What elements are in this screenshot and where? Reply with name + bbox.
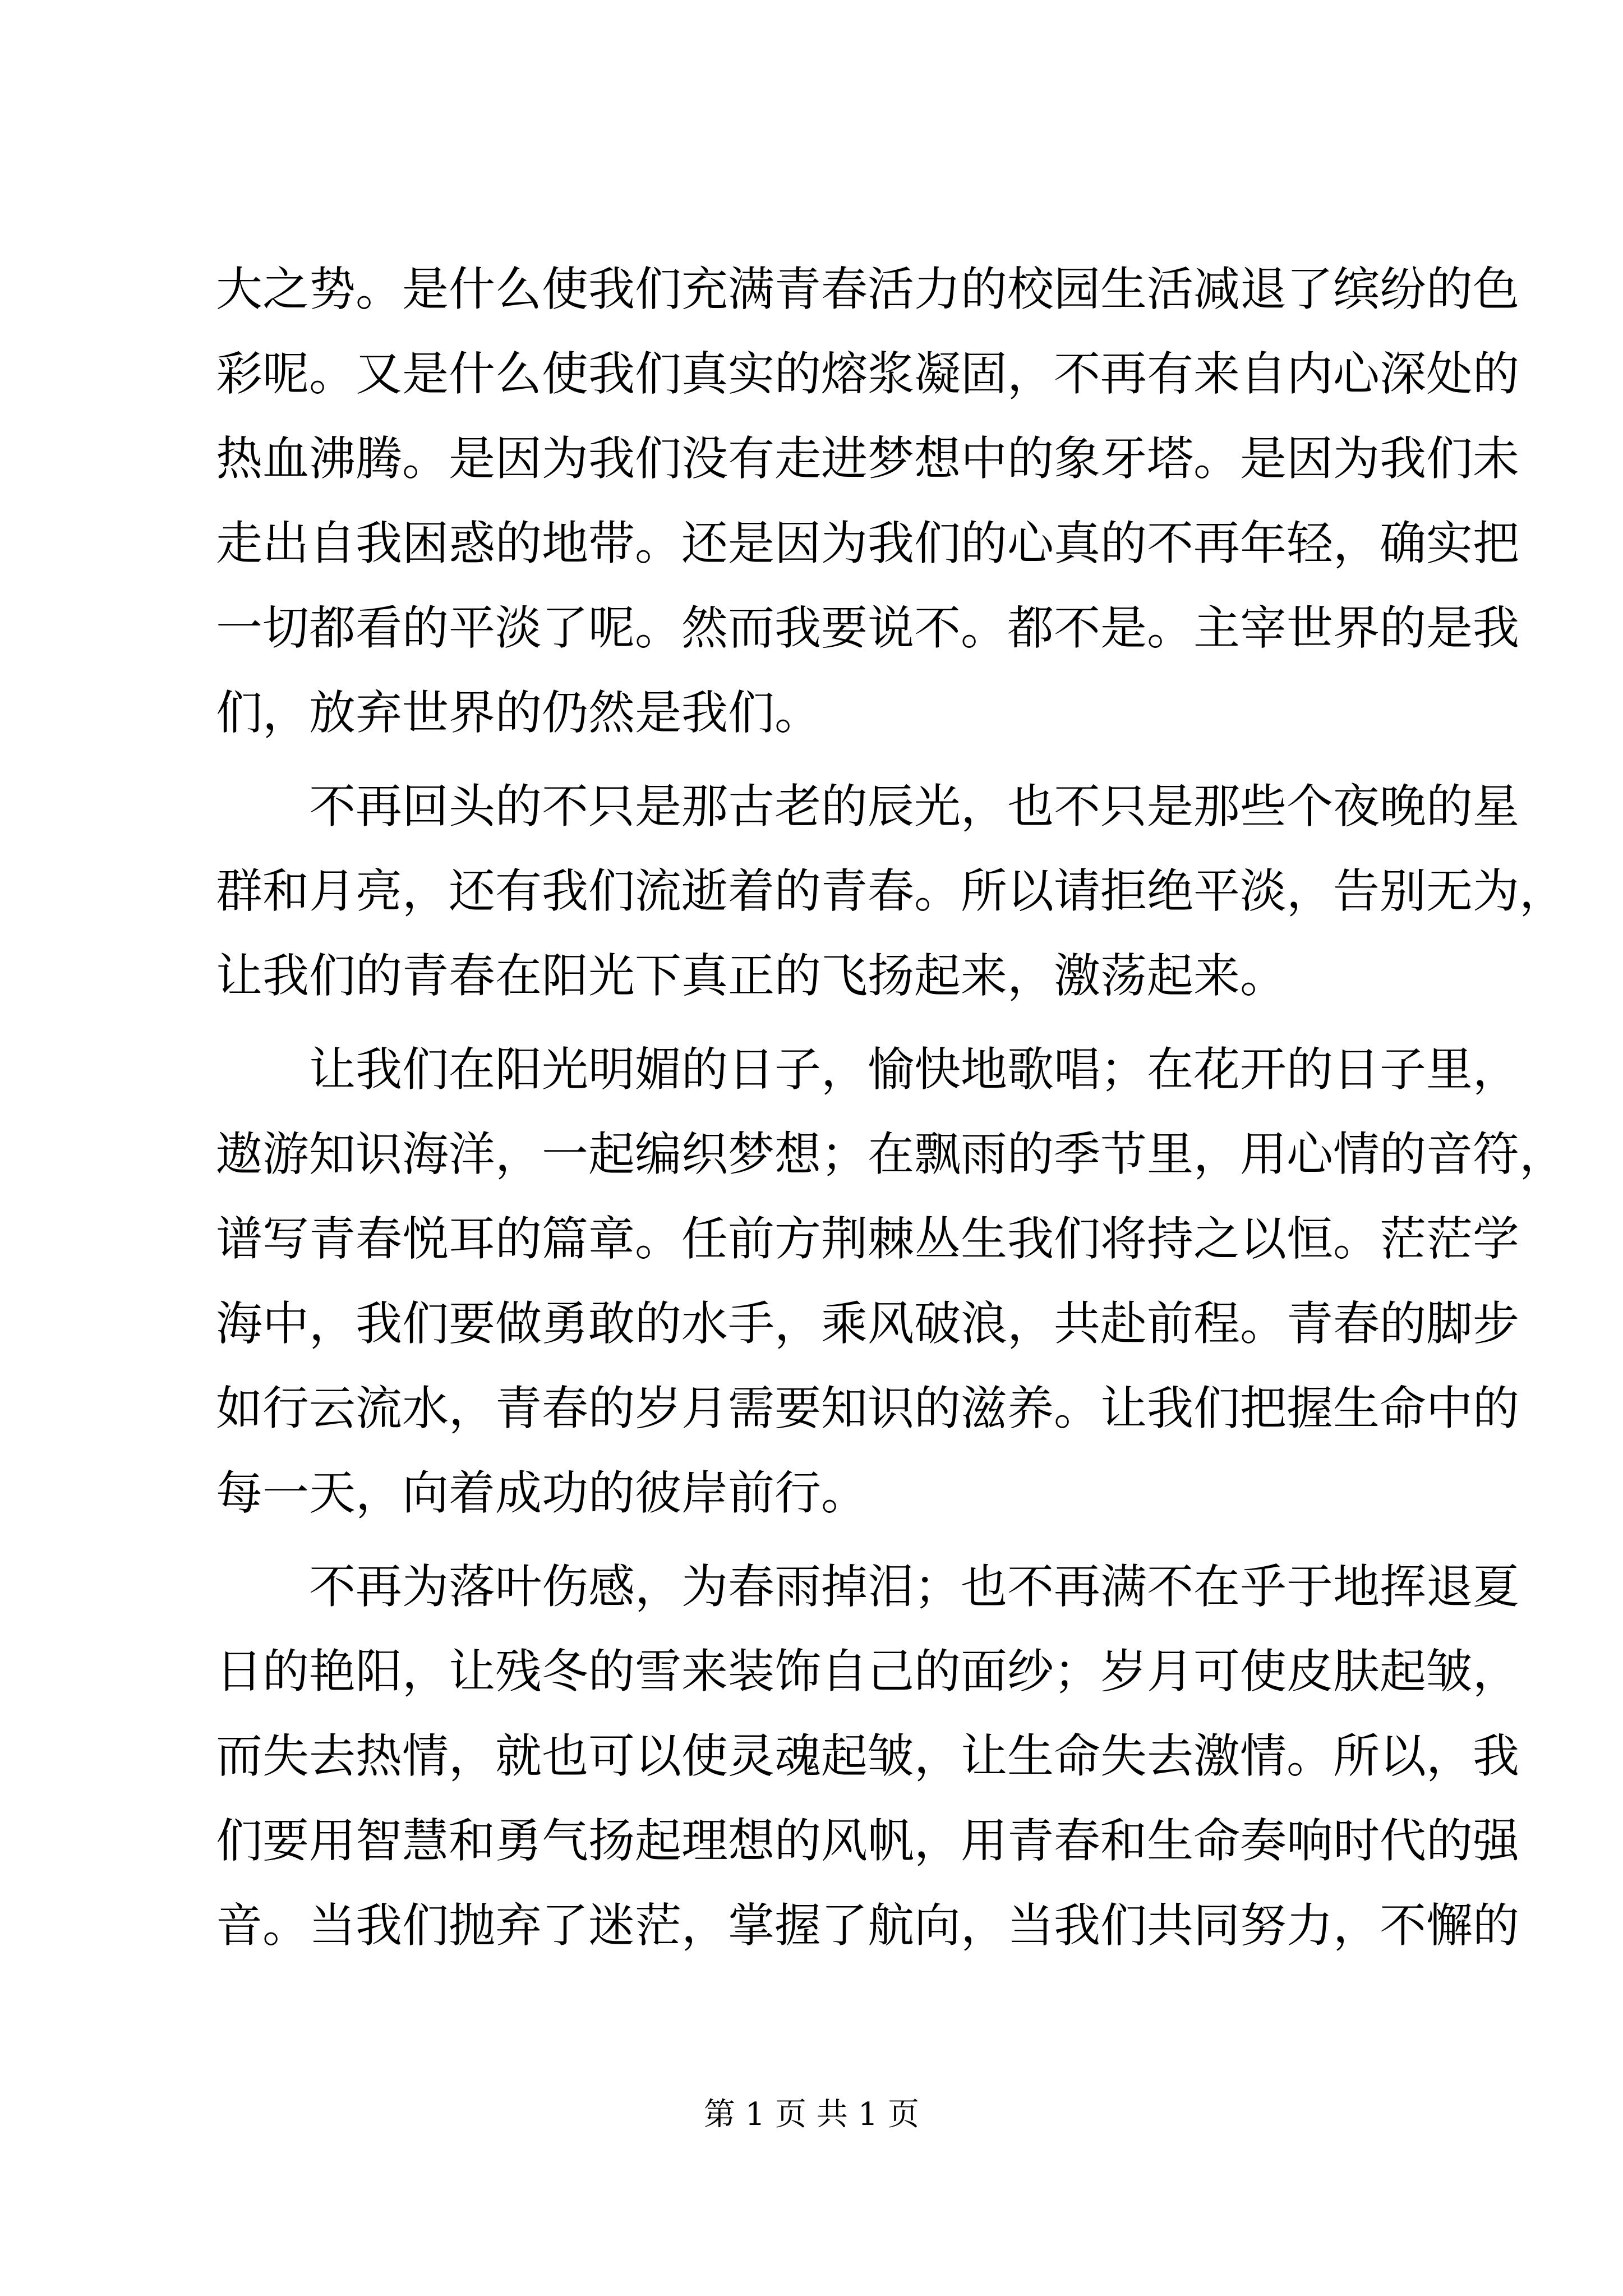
text-line: 走出自我困惑的地带。还是因为我们的心真的不再年轻，确实把 xyxy=(216,516,1519,570)
text-line: 海中，我们要做勇敢的水手，乘风破浪，共赴前程。青春的脚步 xyxy=(216,1296,1519,1351)
paragraph-gap xyxy=(216,1535,1413,1544)
text-line: 热血沸腾。是因为我们没有走进梦想中的象牙塔。是因为我们未 xyxy=(216,431,1519,486)
body-text xyxy=(216,247,1566,1968)
text-line: 遨游知识海洋，一起编织梦想；在飘雨的季节里，用心情的音符， xyxy=(216,1127,1566,1181)
text-line: 不再回头的不只是那古老的辰光，也不只是那些个夜晚的星 xyxy=(309,779,1519,834)
paragraph-4 xyxy=(216,1544,1519,1968)
paragraph-2 xyxy=(216,764,1566,1018)
text-line: 彩呢。又是什么使我们真实的熔浆凝固，不再有来自内心深处的 xyxy=(216,347,1519,401)
text-line: 日的艳阳，让残冬的雪来装饰自己的面纱；岁月可使皮肤起皱， xyxy=(216,1644,1519,1699)
paragraph-1 xyxy=(216,247,1519,755)
text-line: 们，放弃世界的仍然是我们。 xyxy=(216,685,821,740)
paragraph-gap xyxy=(216,1018,1413,1027)
page-footer xyxy=(0,2095,1623,2134)
text-line: 让我们在阳光明媚的日子，愉快地歌唱；在花开的日子里， xyxy=(309,1042,1519,1097)
page-number-label: 第 1 页 共 1 页 xyxy=(703,2096,920,2133)
text-line: 音。当我们抛弃了迷茫，掌握了航向，当我们共同努力，不懈的 xyxy=(216,1898,1519,1953)
paragraph-3 xyxy=(216,1027,1566,1535)
paragraph-gap xyxy=(216,755,1413,764)
text-line: 谱写青春悦耳的篇章。任前方荆棘丛生我们将持之以恒。茫茫学 xyxy=(216,1212,1519,1266)
text-line: 每一天，向着成功的彼岸前行。 xyxy=(216,1466,868,1520)
text-line: 而失去热情，就也可以使灵魂起皱，让生命失去激情。所以，我 xyxy=(216,1729,1519,1783)
text-line: 大之势。是什么使我们充满青春活力的校园生活减退了缤纷的色 xyxy=(216,262,1519,316)
text-line: 群和月亮，还有我们流逝着的青春。所以请拒绝平淡，告别无为， xyxy=(216,864,1566,918)
text-line: 不再为落叶伤感，为春雨掉泪；也不再满不在乎于地挥退夏 xyxy=(309,1559,1519,1614)
text-line: 们要用智慧和勇气扬起理想的风帆，用青春和生命奏响时代的强 xyxy=(216,1814,1519,1868)
text-line: 如行云流水，青春的岁月需要知识的滋养。让我们把握生命中的 xyxy=(216,1381,1519,1435)
text-line: 让我们的青春在阳光下真正的飞扬起来，激荡起来。 xyxy=(216,949,1287,1003)
text-line: 一切都看的平淡了呢。然而我要说不。都不是。主宰世界的是我 xyxy=(216,601,1519,655)
